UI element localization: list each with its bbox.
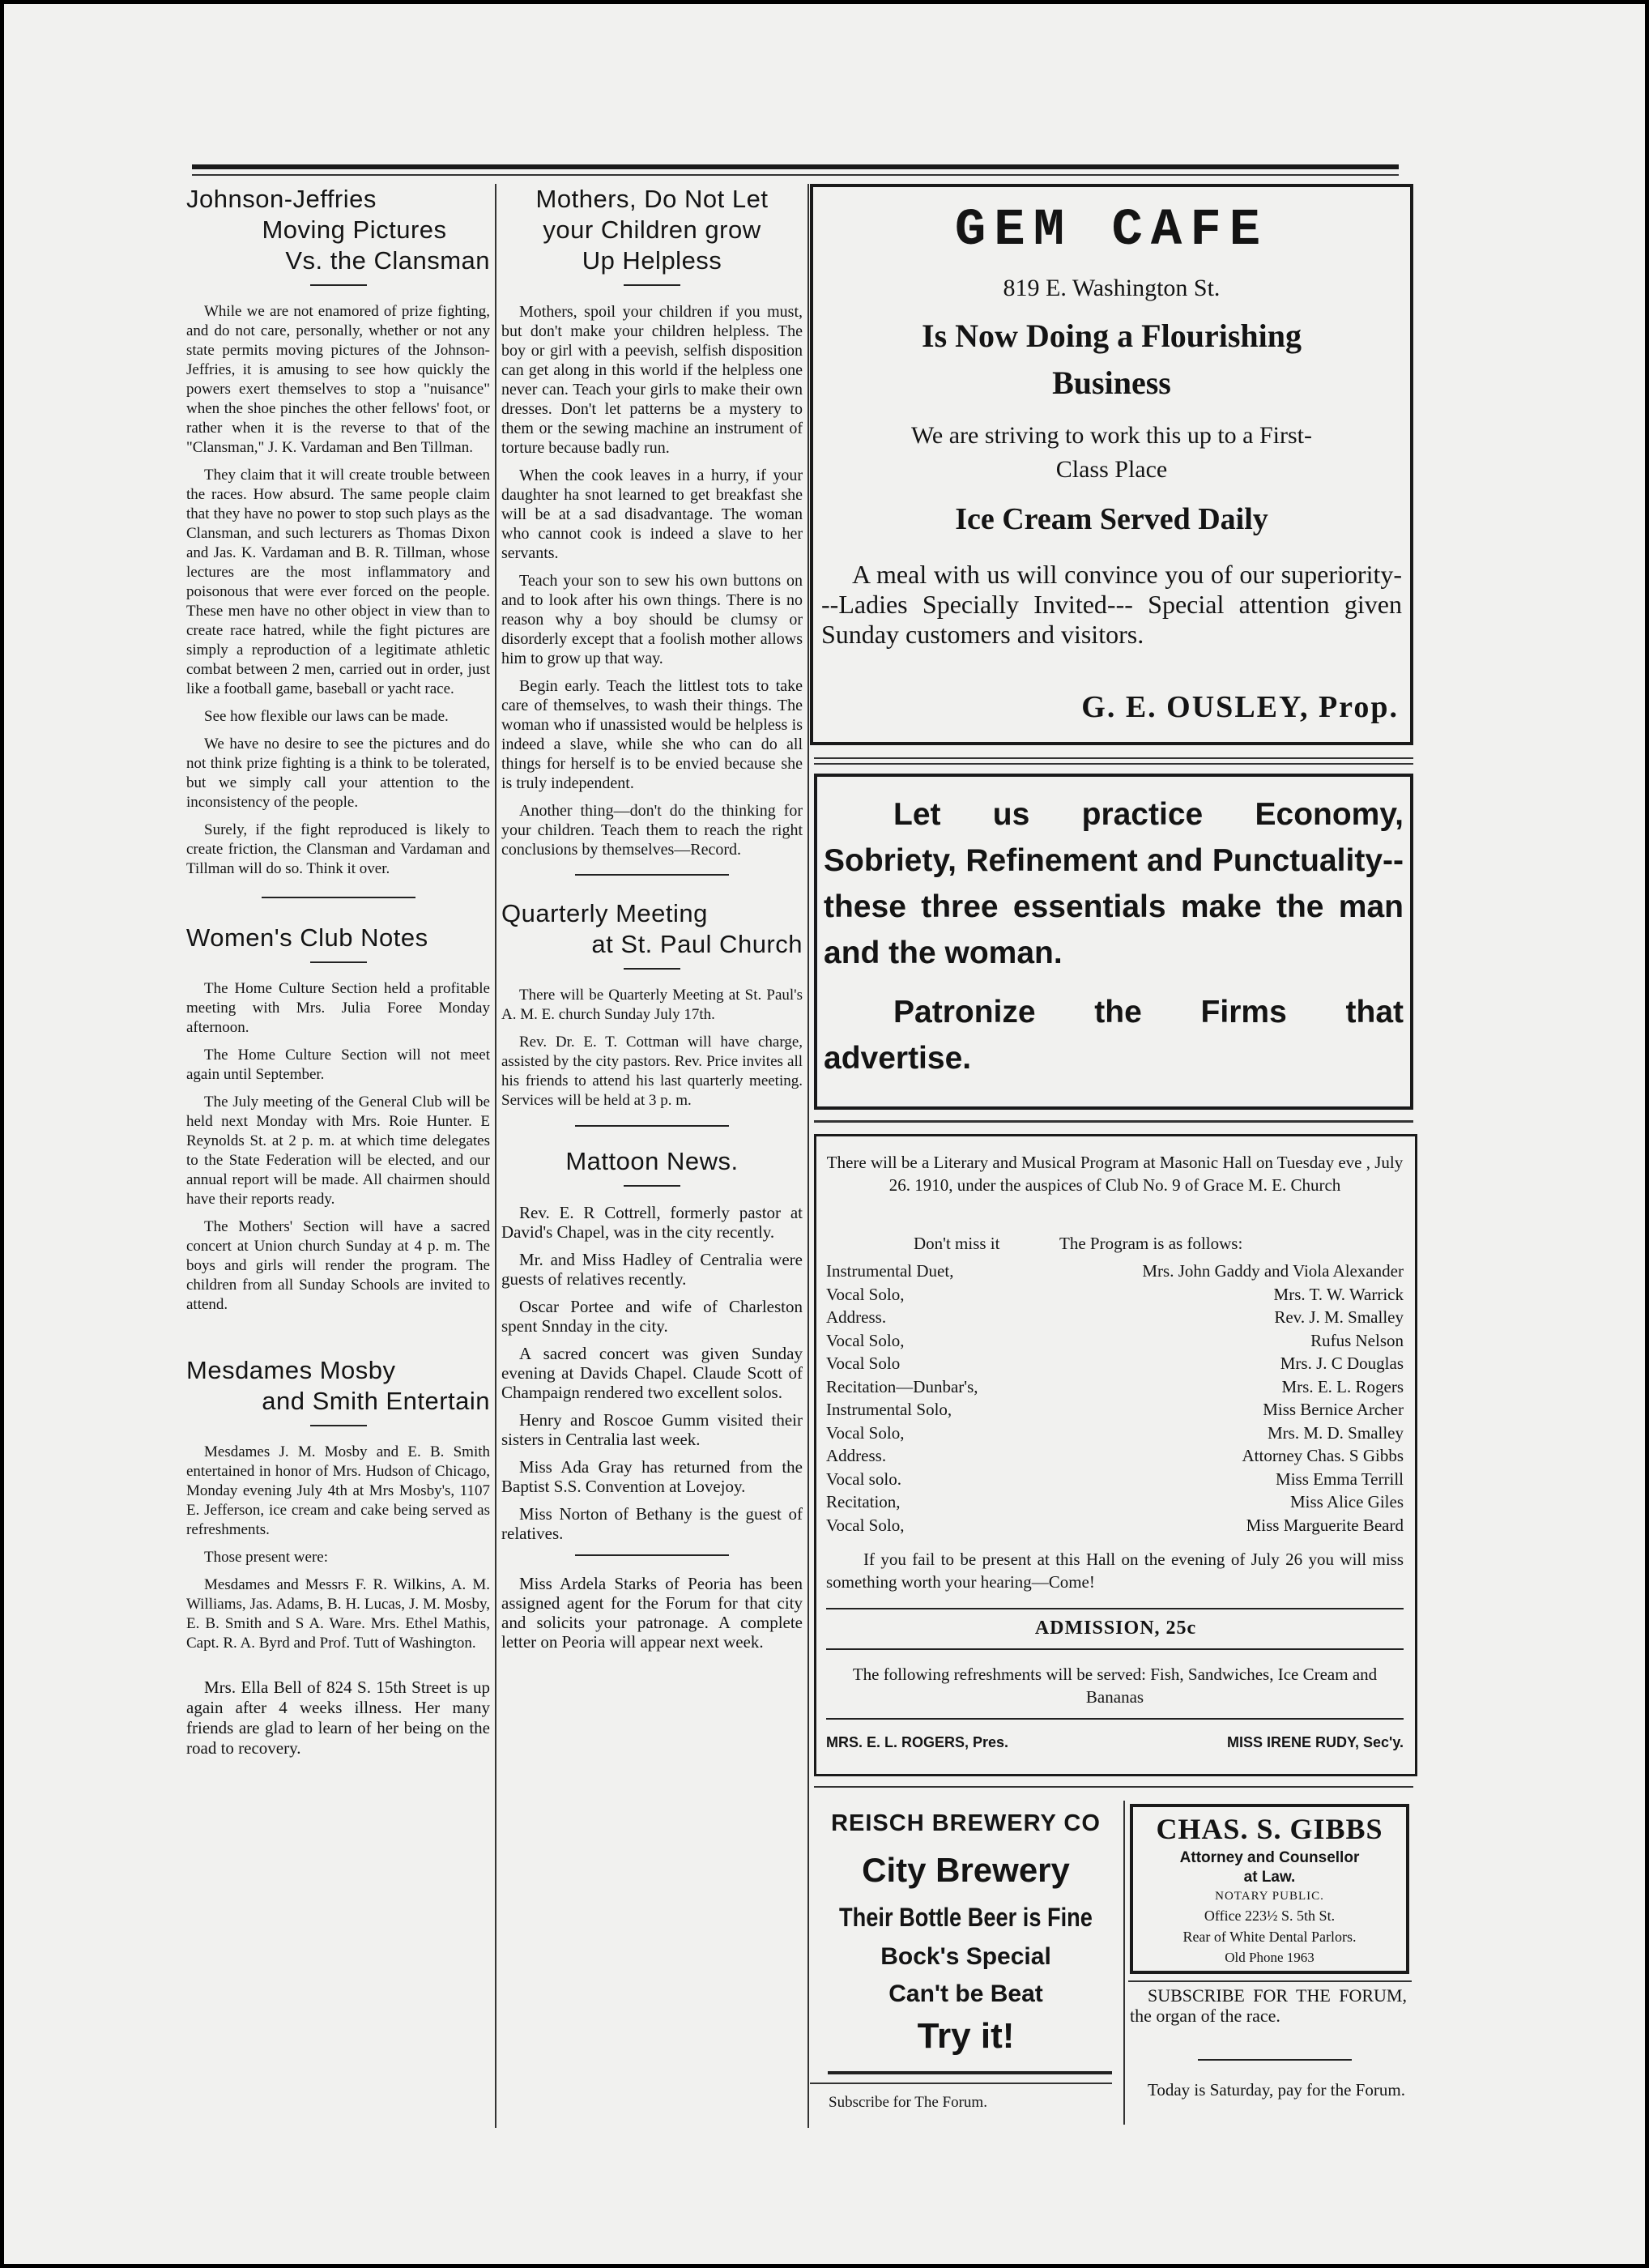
headline-line-2: at St. Paul Church	[591, 930, 803, 958]
program-row	[826, 1329, 1404, 1353]
program-row	[826, 1398, 1404, 1422]
program-ad	[814, 1134, 1417, 1776]
program-item: Address.	[826, 1307, 887, 1327]
paragraph: The Mothers' Section will have a sacred concert at Union church Sunday at 4 p. m. The boys and girls will render the program. The children from all Sunday Schools are invited to attend.	[186, 1218, 490, 1313]
gem-cafe-prop: G. E. OUSLEY, Prop.	[1081, 690, 1399, 724]
paragraph: Oscar Portee and wife of Charleston spent Snnday in the city.	[501, 1297, 803, 1336]
headline-line-1: Mesdames Mosby	[186, 1356, 396, 1384]
program-admission: ADMISSION, 25c	[1034, 1618, 1197, 1639]
paragraph: While we are not enamored of prize fighting, and do not care, personally, whether or not any state permits moving pictures of the Johnson-Jeffries, it is amusing to see how quickly the powers exert themselves to stop a "nuisance" when the shoe pinches the other fellows' foot, or rather when it is the reverse to that of the "Clansman," J. K. Vardaman and Ben Tillman.	[186, 303, 490, 456]
gibbs-name: CHAS. S. GIBBS	[1156, 1813, 1383, 1845]
paragraph: Miss Ada Gray has returned from the Baptist S.S. Convention at Lovejoy.	[501, 1457, 803, 1496]
program-item: Vocal Solo,	[826, 1422, 905, 1443]
program-item: Instrumental Duet,	[826, 1261, 954, 1281]
program-dont-miss: Don't miss it	[914, 1234, 1000, 1253]
program-row	[826, 1283, 1404, 1307]
today-text: Today is Saturday, pay for the Forum.	[1148, 2080, 1405, 2100]
program-row	[826, 1444, 1404, 1468]
program-row	[826, 1514, 1404, 1537]
spacer	[186, 1323, 490, 1355]
gem-cafe-line5: Ice Cream Served Daily	[955, 502, 1268, 536]
article-separator	[575, 1554, 729, 1556]
program-item: Recitation,	[826, 1492, 901, 1511]
gem-cafe-line4: Class Place	[1055, 456, 1168, 483]
gem-cafe-line1: Is Now Doing a Flourishing	[922, 318, 1302, 354]
article-separator	[575, 874, 729, 876]
subscribe-text: SUBSCRIBE FOR THE FORUM, the organ of the race.	[1130, 1985, 1407, 2026]
program-item: Vocal Solo	[826, 1354, 901, 1373]
paragraph: Rev. E. R Cottrell, formerly pastor at David's Chapel, was in the city recently.	[501, 1203, 803, 1242]
program-item: Vocal Solo,	[826, 1330, 905, 1350]
program-row	[826, 1306, 1404, 1329]
paragraph: Mesdames and Messrs F. R. Wilkins, A. M. Williams, Jas. Adams, B. H. Lucas, J. M. Mosby, E. B. Smith and S A. Ware. Mrs. Ethel Mathis, Capt. R. A. Byrd and Prof. Tutt of Washington.	[186, 1576, 490, 1652]
gibbs-rear: Rear of White Dental Parlors.	[1182, 1929, 1357, 1945]
program-row	[826, 1260, 1404, 1283]
gibbs-office: Office 223½ S. 5th St.	[1204, 1908, 1336, 1924]
program-item: Address.	[826, 1446, 887, 1465]
spacer	[186, 1661, 490, 1678]
program-row	[826, 1490, 1404, 1514]
program-performer: Mrs. E. L. Rogers	[1281, 1376, 1404, 1396]
column-rule-3	[1123, 1801, 1125, 2125]
headline-line-1: Johnson-Jeffries	[186, 185, 377, 213]
paragraph: The July meeting of the General Club will be held next Monday with Mrs. Roie Hunter. E Reynolds St. at 2 p. m. at which time delegates to the State Federation will be elected, and our annual report will be made. All chairmen should have their reports ready.	[186, 1094, 490, 1208]
program-performer: Rufus Nelson	[1310, 1330, 1404, 1350]
paragraph: A sacred concert was given Sunday evening at Davids Chapel. Claude Scott of Champaign rendered two excellent solos.	[501, 1344, 803, 1402]
article-quarterly	[501, 898, 803, 1111]
paragraph: We have no desire to see the pictures and do not think prize fighting is a think to be tolerated, but we simply call your attention to the inconsistency of the people.	[186, 735, 490, 811]
rule	[1128, 1980, 1412, 1982]
rule	[828, 2071, 1112, 2074]
program-performer: Miss Alice Giles	[1290, 1492, 1404, 1511]
headline-line-2: and Smith Entertain	[262, 1387, 490, 1415]
paragraph: Mothers, spoil your children if you must, but don't make your children helpless. The boy or girl with a peevish, selfish disposition can get along in this world if the helpless one never can. Teach your girls to make their own dresses. Don't let patterns be a mystery to them or the sewing machine an instrument of torture because badly run.	[501, 303, 803, 457]
program-item: Recitation—Dunbar's,	[826, 1376, 978, 1396]
program-performer: Attorney Chas. S Gibbs	[1242, 1446, 1404, 1465]
paragraph: The Home Culture Section will not meet again until September.	[186, 1047, 490, 1083]
paragraph: The Home Culture Section held a profitable meeting with Mrs. Julia Foree Monday afternoon.	[186, 980, 490, 1036]
rule	[814, 763, 1413, 765]
paragraph: Mesdames J. M. Mosby and E. B. Smith entertained in honor of Mrs. Hudson of Chicago, Monday evening July 4th at Mrs Mosby's, 1107 E. Jefferson, ice cream and cake being served as refreshments.	[186, 1443, 490, 1538]
rule	[826, 1608, 1404, 1609]
newspaper-page	[4, 4, 1645, 2264]
gem-cafe-line3: We are striving to work this up to a First-	[910, 422, 1312, 449]
article-separator	[575, 1125, 729, 1127]
gibbs-phone: Old Phone 1963	[1225, 1950, 1315, 1965]
paragraph: See how flexible our laws can be made.	[204, 708, 449, 725]
program-performer: Miss Bernice Archer	[1263, 1400, 1404, 1419]
gem-cafe-ad	[810, 184, 1413, 745]
rule	[814, 1120, 1413, 1123]
headline-dash	[624, 1185, 680, 1187]
headline-dash	[624, 968, 680, 970]
headline-line-2: your Children grow	[543, 215, 761, 244]
paragraph: There will be Quarterly Meeting at St. Paul's A. M. E. church Sunday July 17th.	[501, 987, 803, 1023]
rule	[826, 1718, 1404, 1720]
column-rule-2	[807, 184, 809, 2128]
paragraph: Begin early. Teach the littlest tots to take care of themselves, to wash their things. The woman who if unassisted would be helpless is indeed a slave, while she who can do all things for herself is to be envied because she is truly independent.	[501, 677, 803, 792]
paragraph: Teach your son to sew his own buttons on and to look after his own things. There is no reason why a boy should be clumsy or disorderly except that a foolish mother allows him to grow up that way.	[501, 572, 803, 667]
headline-dash	[310, 284, 367, 286]
brewery-name: City Brewery	[862, 1851, 1070, 1889]
brewery-ad	[810, 1804, 1122, 2087]
gem-cafe-address: 819 E. Washington St.	[1003, 275, 1221, 301]
program-row	[826, 1375, 1404, 1399]
column-2	[501, 184, 803, 1660]
program-refreshments: The following refreshments will be served: Fish, Sandwiches, Ice Cream and Bananas	[852, 1665, 1378, 1707]
program-performer: Rev. J. M. Smalley	[1274, 1307, 1404, 1327]
program-row	[826, 1352, 1404, 1375]
column-rule-1	[495, 184, 496, 2128]
brewery-line2: Bock's Special	[880, 1943, 1051, 1970]
program-list	[826, 1260, 1404, 1537]
paragraph: They claim that it will create trouble between the races. How absurd. The same people claim that they have no power to stop such plays as the Clansman, and such lecturers as Thomas Dixon and Jas. K. Vardaman and B. R. Tillman, whose lectures are the most inflammatory and poisonous that were ever forced on the people. These men have no other object in view than to create race hatred, while the fight pictures are simply a reproduction of a legitimate athletic combat between 2 men, carried out in order, just like a football game, baseball or yacht race.	[186, 467, 490, 697]
paragraph: Rev. Dr. E. T. Cottman will have charge, assisted by the city pastors. Rev. Price invites all his friends to attend his last quarterly meeting. Services will be held at 3 p. m.	[501, 1034, 803, 1109]
paragraph: Mrs. Ella Bell of 824 S. 15th Street is up again after 4 weeks illness. Her many friends are glad to learn of her being on the road to recovery.	[186, 1678, 490, 1758]
program-performer: Miss Emma Terrill	[1276, 1469, 1404, 1489]
article-mesdames	[186, 1355, 490, 1653]
article-separator	[262, 897, 415, 898]
paragraph: Miss Ardela Starks of Peoria has been assigned agent for the Forum for that city and solicits your patronage. A complete letter on Peoria will appear next week.	[501, 1574, 803, 1652]
headline-line-1: Mothers, Do Not Let	[535, 185, 769, 213]
article-womens-club	[186, 923, 490, 1315]
column-1	[186, 184, 490, 1767]
program-performer: Mrs. T. W. Warrick	[1273, 1284, 1404, 1304]
headline-dash	[624, 284, 680, 286]
program-performer: Mrs. J. C Douglas	[1280, 1354, 1404, 1373]
headline-line-2: Moving Pictures	[262, 215, 447, 244]
brewery-line3: Can't be Beat	[888, 1980, 1043, 2007]
program-intro: There will be a Literary and Musical Program at Masonic Hall on Tuesday eve , July 26. 1910, under the auspices of Club No. 9 of Grace M. E. Church	[826, 1153, 1404, 1195]
paragraph: Miss Norton of Bethany is the guest of relatives.	[501, 1504, 803, 1543]
paragraph: Another thing—don't do the thinking for your children. Teach them to reach the right conclusions by themselves—Record.	[501, 802, 803, 859]
program-secretary: MISS IRENE RUDY, Sec'y.	[1226, 1734, 1404, 1750]
economy-ad	[814, 774, 1413, 1110]
headline: Mattoon News.	[565, 1147, 739, 1175]
program-item: Vocal Solo,	[826, 1284, 905, 1304]
rule	[826, 1648, 1404, 1650]
rule	[814, 1786, 1413, 1788]
headline-line-1: Quarterly Meeting	[501, 899, 708, 927]
article-mothers	[501, 184, 803, 859]
gem-cafe-line6: A meal with us will convince you of our superiority---Ladies Specially Invited--- Special attention given Sunday customers and visitors.	[821, 560, 1402, 649]
headline-dash	[310, 961, 367, 963]
top-rule-thin	[192, 174, 1399, 176]
gem-cafe-title: GEM CAFE	[954, 202, 1269, 260]
gibbs-title2: at Law.	[1243, 1869, 1296, 1886]
program-performer: Mrs. John Gaddy and Viola Alexander	[1142, 1261, 1404, 1281]
paragraph: Mr. and Miss Hadley of Centralia were guests of relatives recently.	[501, 1250, 803, 1289]
program-item: Vocal Solo,	[826, 1515, 905, 1535]
brewery-line1: Their Bottle Beer is Fine	[839, 1903, 1093, 1932]
gem-cafe-line2: Business	[1052, 364, 1171, 401]
program-item: Instrumental Solo,	[826, 1400, 952, 1419]
gibbs-ad	[1130, 1804, 1409, 1974]
article-johnson-jeffries	[186, 184, 490, 879]
program-outro: If you fail to be present at this Hall on the evening of July 26 you will miss something worth your hearing—Come!	[826, 1550, 1404, 1592]
paragraph: Surely, if the fight reproduced is likely to create friction, the Clansman and Vardaman and Tillman will do so. Think it over.	[186, 821, 490, 877]
rule	[814, 757, 1413, 759]
program-president: MRS. E. L. ROGERS, Pres.	[826, 1734, 1009, 1750]
brewery-line4: Try it!	[917, 2016, 1015, 2056]
program-performer: Mrs. M. D. Smalley	[1268, 1422, 1404, 1443]
headline-line-3: Vs. the Clansman	[285, 246, 490, 275]
brewery-company: REISCH BREWERY CO	[831, 1810, 1101, 1836]
program-item: Vocal solo.	[826, 1469, 901, 1489]
article-ardela	[501, 1574, 803, 1652]
patronize-text: Patronize the Firms that advertise.	[824, 995, 1404, 1076]
rule	[1198, 2059, 1352, 2061]
program-row	[826, 1468, 1404, 1491]
article-mattoon	[501, 1146, 803, 1543]
article-ella-bell	[186, 1678, 490, 1759]
top-rule	[192, 164, 1399, 169]
paragraph: Those present were:	[204, 1549, 328, 1566]
headline: Women's Club Notes	[186, 923, 428, 952]
program-row	[826, 1422, 1404, 1445]
paragraph: When the cook leaves in a hurry, if your daughter ha snot learned to get breakfast she will be at a sad disadvantage. The woman who cannot cook is indeed a slave to her servants.	[501, 467, 803, 562]
economy-text: Let us practice Economy, Sobriety, Refinement and Punctuality--these three essentials make the man and the woman.	[824, 797, 1404, 970]
program-performer: Miss Marguerite Beard	[1246, 1515, 1404, 1535]
headline-dash	[310, 1425, 367, 1426]
headline-line-3: Up Helpless	[582, 246, 722, 275]
brewery-footer: Subscribe for The Forum.	[829, 2094, 987, 2111]
rule	[810, 2083, 1112, 2084]
gibbs-notary: NOTARY PUBLIC.	[1215, 1890, 1324, 1903]
paragraph: Henry and Roscoe Gumm visited their sisters in Centralia last week.	[501, 1410, 803, 1449]
gibbs-title1: Attorney and Counsellor	[1179, 1849, 1360, 1866]
program-follows: The Program is as follows:	[1059, 1234, 1243, 1253]
